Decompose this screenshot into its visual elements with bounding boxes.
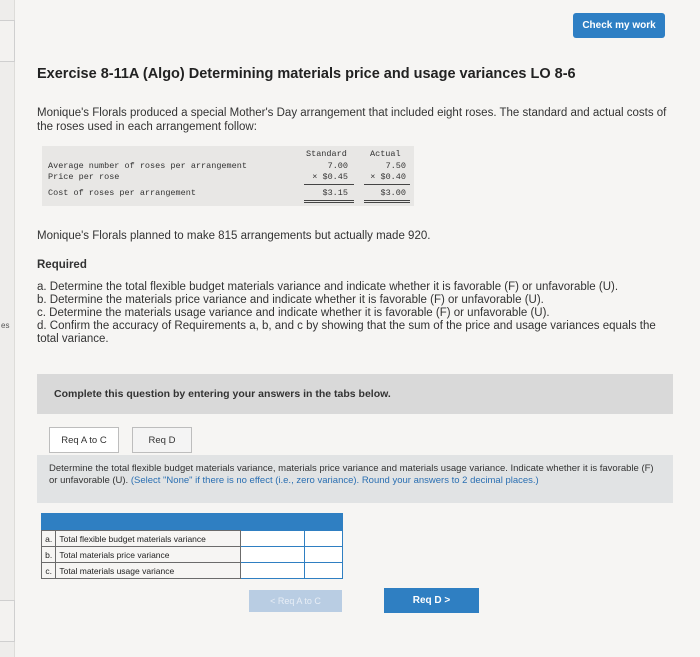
effect-select[interactable] <box>305 531 343 547</box>
instructions-main: Determine the total flexible budget materials variance, materials price variance and materials usage variance. Indicate whether it is favorable (F) or unfavorable (U). <box>49 463 654 486</box>
next-tab-button[interactable]: Req D > <box>384 588 479 613</box>
required-item-c: c. Determine the materials usage variance and indicate whether it is favorable (F) or unfavorable (U). <box>37 307 550 319</box>
prev-tab-button[interactable]: < Req A to C <box>249 590 342 612</box>
underline <box>364 184 410 185</box>
row-label: Total materials usage variance <box>56 563 240 579</box>
required-heading: Required <box>37 259 87 271</box>
row-label: Average number of roses per arrangement <box>48 161 247 171</box>
required-item-d: d. Confirm the accuracy of Requirements a, b, and c by showing that the sum of the price and usage variances equals the total variance. <box>37 320 656 345</box>
required-item-a: a. Determine the total flexible budget materials variance and indicate whether it is favorable (F) or unfavorable (U). <box>37 281 619 293</box>
tab-req-a-to-c[interactable]: Req A to C <box>49 427 119 453</box>
standard-value: × $0.45 <box>312 172 348 182</box>
row-letter: a. <box>42 531 56 547</box>
col-header-actual: Actual <box>370 149 401 159</box>
double-underline <box>364 200 410 201</box>
row-label: Total flexible budget materials variance <box>56 531 240 547</box>
row-label: Price per rose <box>48 172 120 182</box>
production-text: Monique's Florals planned to make 815 arrangements but actually made 920. <box>37 230 431 242</box>
table-row <box>42 563 343 579</box>
sidebar-tab[interactable] <box>0 20 15 62</box>
amount-input[interactable] <box>240 563 304 579</box>
effect-select[interactable] <box>305 547 343 563</box>
answer-table-header <box>41 513 343 530</box>
sidebar-tab[interactable] <box>0 600 15 642</box>
actual-value: $3.00 <box>380 188 406 198</box>
instructions <box>37 455 673 503</box>
left-sidebar <box>0 0 15 657</box>
effect-select[interactable] <box>305 563 343 579</box>
row-letter: c. <box>42 563 56 579</box>
row-letter: b. <box>42 547 56 563</box>
row-label: Total materials price variance <box>56 547 240 563</box>
exercise-intro: Monique's Florals produced a special Mother's Day arrangement that included eight roses. The standard and actual costs of the roses used in each arrangement follow: <box>37 107 667 133</box>
underline <box>304 184 354 185</box>
col-header-standard: Standard <box>306 149 347 159</box>
actual-value: × $0.40 <box>370 172 406 182</box>
tab-bar <box>37 414 673 454</box>
cost-table <box>42 146 414 206</box>
row-label: Cost of roses per arrangement <box>48 188 196 198</box>
sidebar-label: es <box>1 321 10 330</box>
instructions-note: (Select "None" if there is no effect (i.e., zero variance). Round your answers to 2 decimal places.) <box>130 475 539 486</box>
exercise-title: Exercise 8-11A (Algo) Determining materials price and usage variances LO 8-6 <box>37 66 576 82</box>
check-my-work-button[interactable]: Check my work <box>573 13 665 38</box>
table-row <box>42 531 343 547</box>
double-underline <box>304 200 354 201</box>
tab-req-d[interactable]: Req D <box>132 427 192 453</box>
answer-table <box>41 530 343 579</box>
panel-text: Complete this question by entering your answers in the tabs below. <box>54 388 391 400</box>
required-list <box>37 281 677 346</box>
double-underline <box>364 202 410 203</box>
amount-input[interactable] <box>240 531 304 547</box>
double-underline <box>304 202 354 203</box>
standard-value: $3.15 <box>322 188 348 198</box>
actual-value: 7.50 <box>385 161 406 171</box>
question-panel <box>37 374 673 414</box>
table-row <box>42 547 343 563</box>
amount-input[interactable] <box>240 547 304 563</box>
required-item-b: b. Determine the materials price variance and indicate whether it is favorable (F) or unfavorable (U). <box>37 294 544 306</box>
standard-value: 7.00 <box>327 161 348 171</box>
